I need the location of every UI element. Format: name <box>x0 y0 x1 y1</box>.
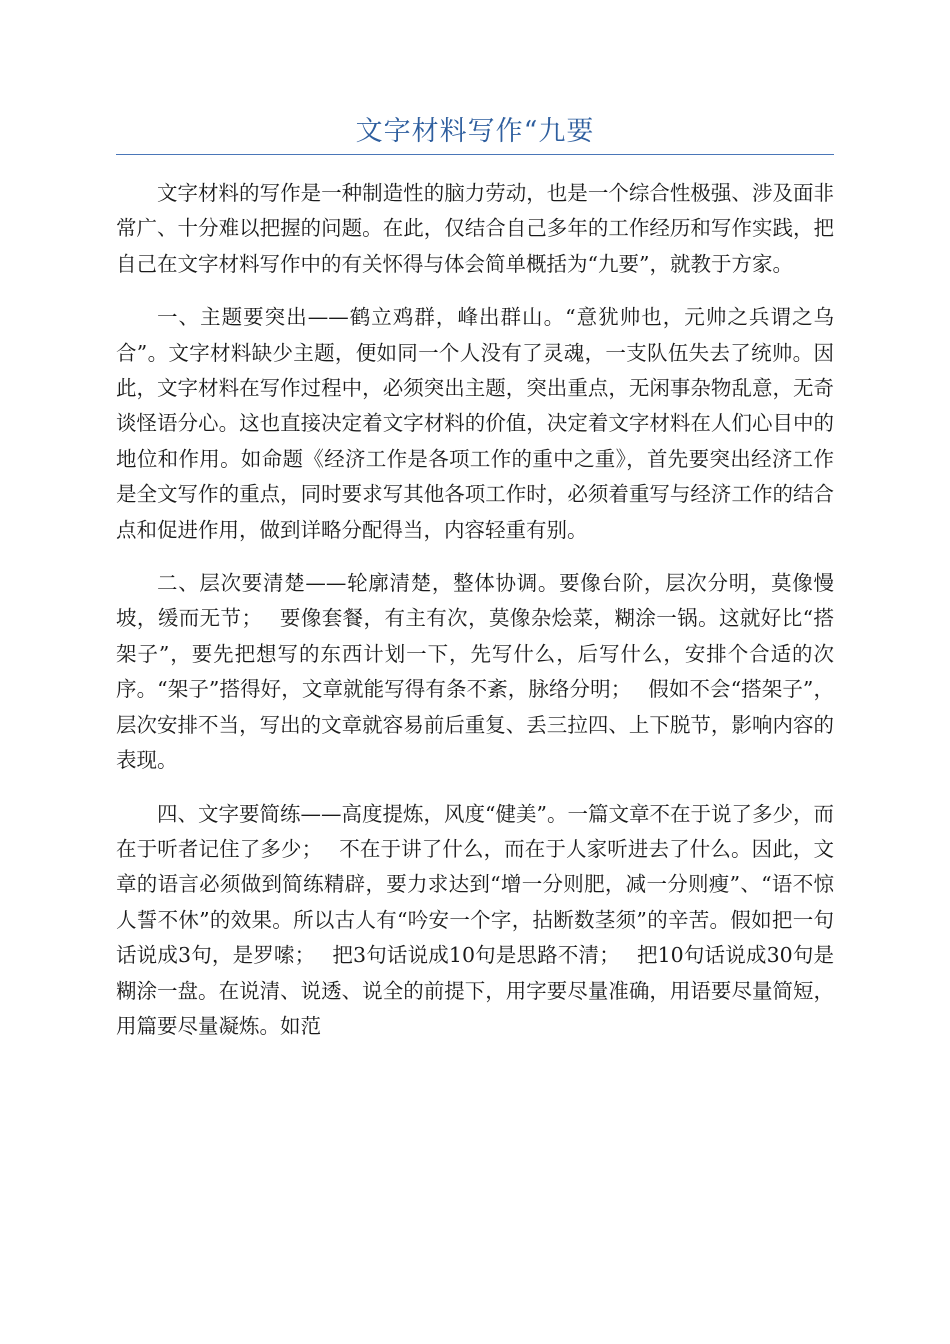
paragraph-theme: 一、主题要突出——鹤立鸡群，峰出群山。“意犹帅也，元帅之兵谓之乌合”。文字材料缺少主题，便如同一个人没有了灵魂，一支队伍失去了统帅。因此，文字材料在写作过程中，必须突出主题，突出重点，无闲事杂物乱意，无奇谈怪语分心。这也直接决定着文字材料的价值，决定着文字材料在人们心目中的地位和作用。如命题《经济工作是各项工作的重中之重》，首先要突出经济工作是全文写作的重点，同时要求写其他各项工作时，必须着重写与经济工作的结合点和促进作用，做到详略分配得当，内容轻重有别。 <box>116 305 834 542</box>
paragraph-intro: 文字材料的写作是一种制造性的脑力劳动，也是一个综合性极强、涉及面非常广、十分难以把握的问题。在此，仅结合自己多年的工作经历和写作实践，把自己在文字材料写作中的有关怀得与体会简单概括为“九要”，就教于方家。 <box>116 181 834 276</box>
title-underline <box>116 154 834 155</box>
paragraph-structure: 二、层次要清楚——轮廓清楚，整体协调。要像台阶，层次分明，莫像慢坡，缓而无节； 要像套餐，有主有次，莫像杂烩菜，糊涂一锅。这就好比“搭架子”，要先把想写的东西计划一下，先写什么，后写什么，安排个合适的次序。“架子”搭得好，文章就能写得有条不紊，脉络分明； 假如不会“搭架子”，层次安排不当，写出的文章就容易前后重复、丢三拉四、上下脱节，影响内容的表现。 <box>116 571 834 773</box>
document-title: 文字材料写作“九要 <box>355 116 595 147</box>
document-body <box>116 176 834 1062</box>
paragraph-concise: 四、文字要简练——高度提炼，风度“健美”。一篇文章不在于说了多少，而在于听者记住了多少； 不在于讲了什么，而在于人家听进去了什么。因此，文章的语言必须做到简练精辟，要力求达到“增一分则肥，减一分则瘦”、“语不惊人誓不休”的效果。所以古人有“吟安一个字，拈断数茎须”的辛苦。假如把一句话说成3句，是罗嗦； 把3句话说成10句是思路不清； 把10句话说成30句是糊涂一盘。在说清、说透、说全的前提下，用字要尽量准确，用语要尽量简短，用篇要尽量凝炼。如范 <box>116 801 834 1038</box>
